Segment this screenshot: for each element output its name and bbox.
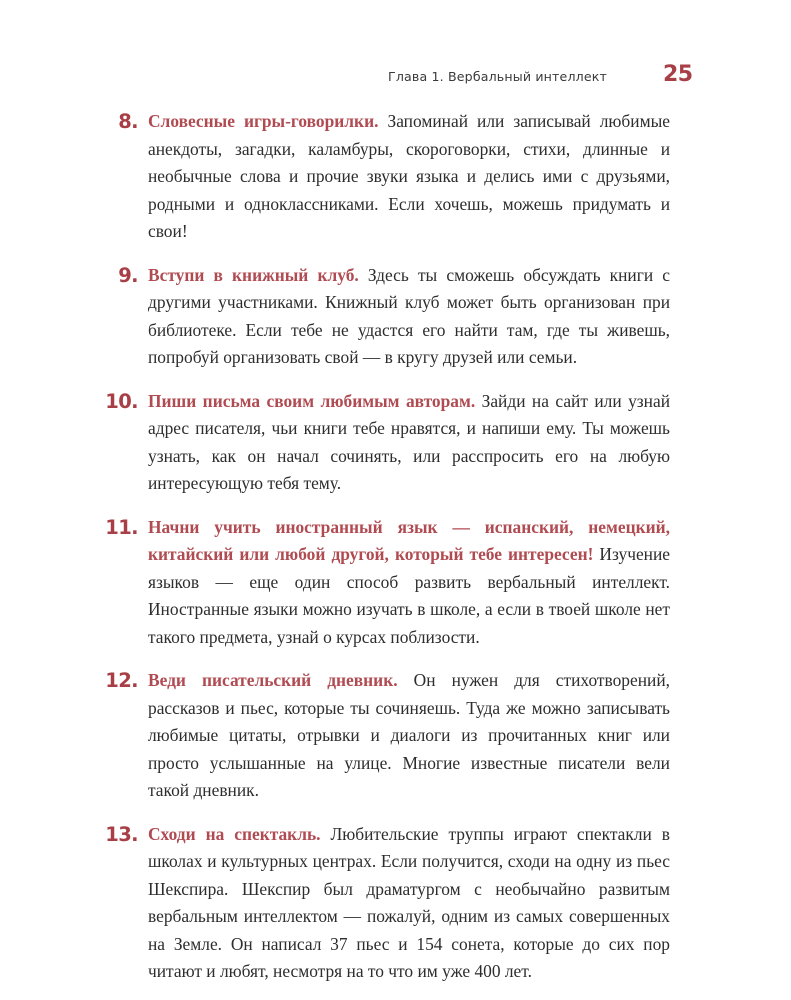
list-item-number: 9. xyxy=(118,263,138,287)
list-item-number: 13. xyxy=(105,822,138,846)
chapter-title: Глава 1. Вербальный интеллект xyxy=(388,69,607,84)
list-item-lead: Веди писательский дневник. xyxy=(148,670,398,690)
list-item-text xyxy=(148,262,670,372)
list-item-text xyxy=(148,108,670,246)
list-item-lead: Вступи в книжный клуб. xyxy=(148,264,359,285)
list-item xyxy=(100,388,670,498)
running-head xyxy=(100,62,707,92)
list-item xyxy=(100,514,670,652)
list-item-text xyxy=(148,667,670,805)
list-item-number: 11. xyxy=(105,515,138,539)
list-item xyxy=(100,821,670,986)
list-item-number: 8. xyxy=(118,110,138,133)
list-item-body: Изучение языков — еще один способ развить вербальный интеллект. Иностранные языки можно изучать в школе, а если в твоей школе нет такого предмета, узнай о курсах поблизости. xyxy=(148,544,670,647)
list-item xyxy=(100,262,670,372)
list-item-body: Он нужен для стихотворений, рассказов и пьес, которые ты сочиняешь. Туда же можно записывать любимые цитаты, отрывки и диалоги из прочитанных книг или просто услышанные на улице. Многие известные писатели вели такой дневник. xyxy=(148,670,670,800)
list-item-body: Запоминай или записывай любимые анекдоты, загадки, каламбуры, скороговорки, стихи, длинные и необычные слова и прочие звуки языка и делись ими с друзьями, родными и одноклассниками. Если хочешь, можешь придумать и свои! xyxy=(148,111,670,241)
list-item-number: 12. xyxy=(105,669,138,692)
list-item-body: Здесь ты сможешь обсуждать книги с другими участниками. Книжный клуб может быть организован при библиотеке. Если тебе не удастся его найти там, где ты живешь, попробуй организовать свой — в кругу друзей или семьи. xyxy=(148,264,670,367)
list-item-lead: Пиши письма своим любимым авторам. xyxy=(148,390,476,411)
list-item xyxy=(100,108,670,246)
list-item-text xyxy=(148,388,670,498)
list-item-number: 10. xyxy=(105,389,138,413)
list-item-lead: Словесные игры-говорилки. xyxy=(148,111,379,131)
list-item-text xyxy=(148,514,670,652)
page-number: 25 xyxy=(663,62,693,87)
list-item-body: Любительские труппы играют спектакли в школах и культурных центрах. Если получится, сходи на одну из пьес Шекспира. Шекспир был драматургом с необычайно развитым вербальным интеллектом — пожалуй, одним из самых совершенных на Земле. Он написал 37 пьес и 154 сонета, которые до сих пор читают и любят, несмотря на то что им уже 400 лет. xyxy=(148,823,670,981)
list-item-body: Зайди на сайт или узнай адрес писателя, чьи книги тебе нравятся, и напиши ему. Ты можешь узнать, как он начал сочинять, или расспросить его на любую интересующую тебя тему. xyxy=(148,390,670,493)
list-item-lead: Сходи на спектакль. xyxy=(148,823,321,844)
list-item-text xyxy=(148,821,670,986)
list-item-lead: Начни учить иностранный язык — испанский, немецкий, китайский или любой другой, который тебе интересен! xyxy=(148,516,670,564)
list-item xyxy=(100,667,670,805)
numbered-list xyxy=(100,108,670,986)
